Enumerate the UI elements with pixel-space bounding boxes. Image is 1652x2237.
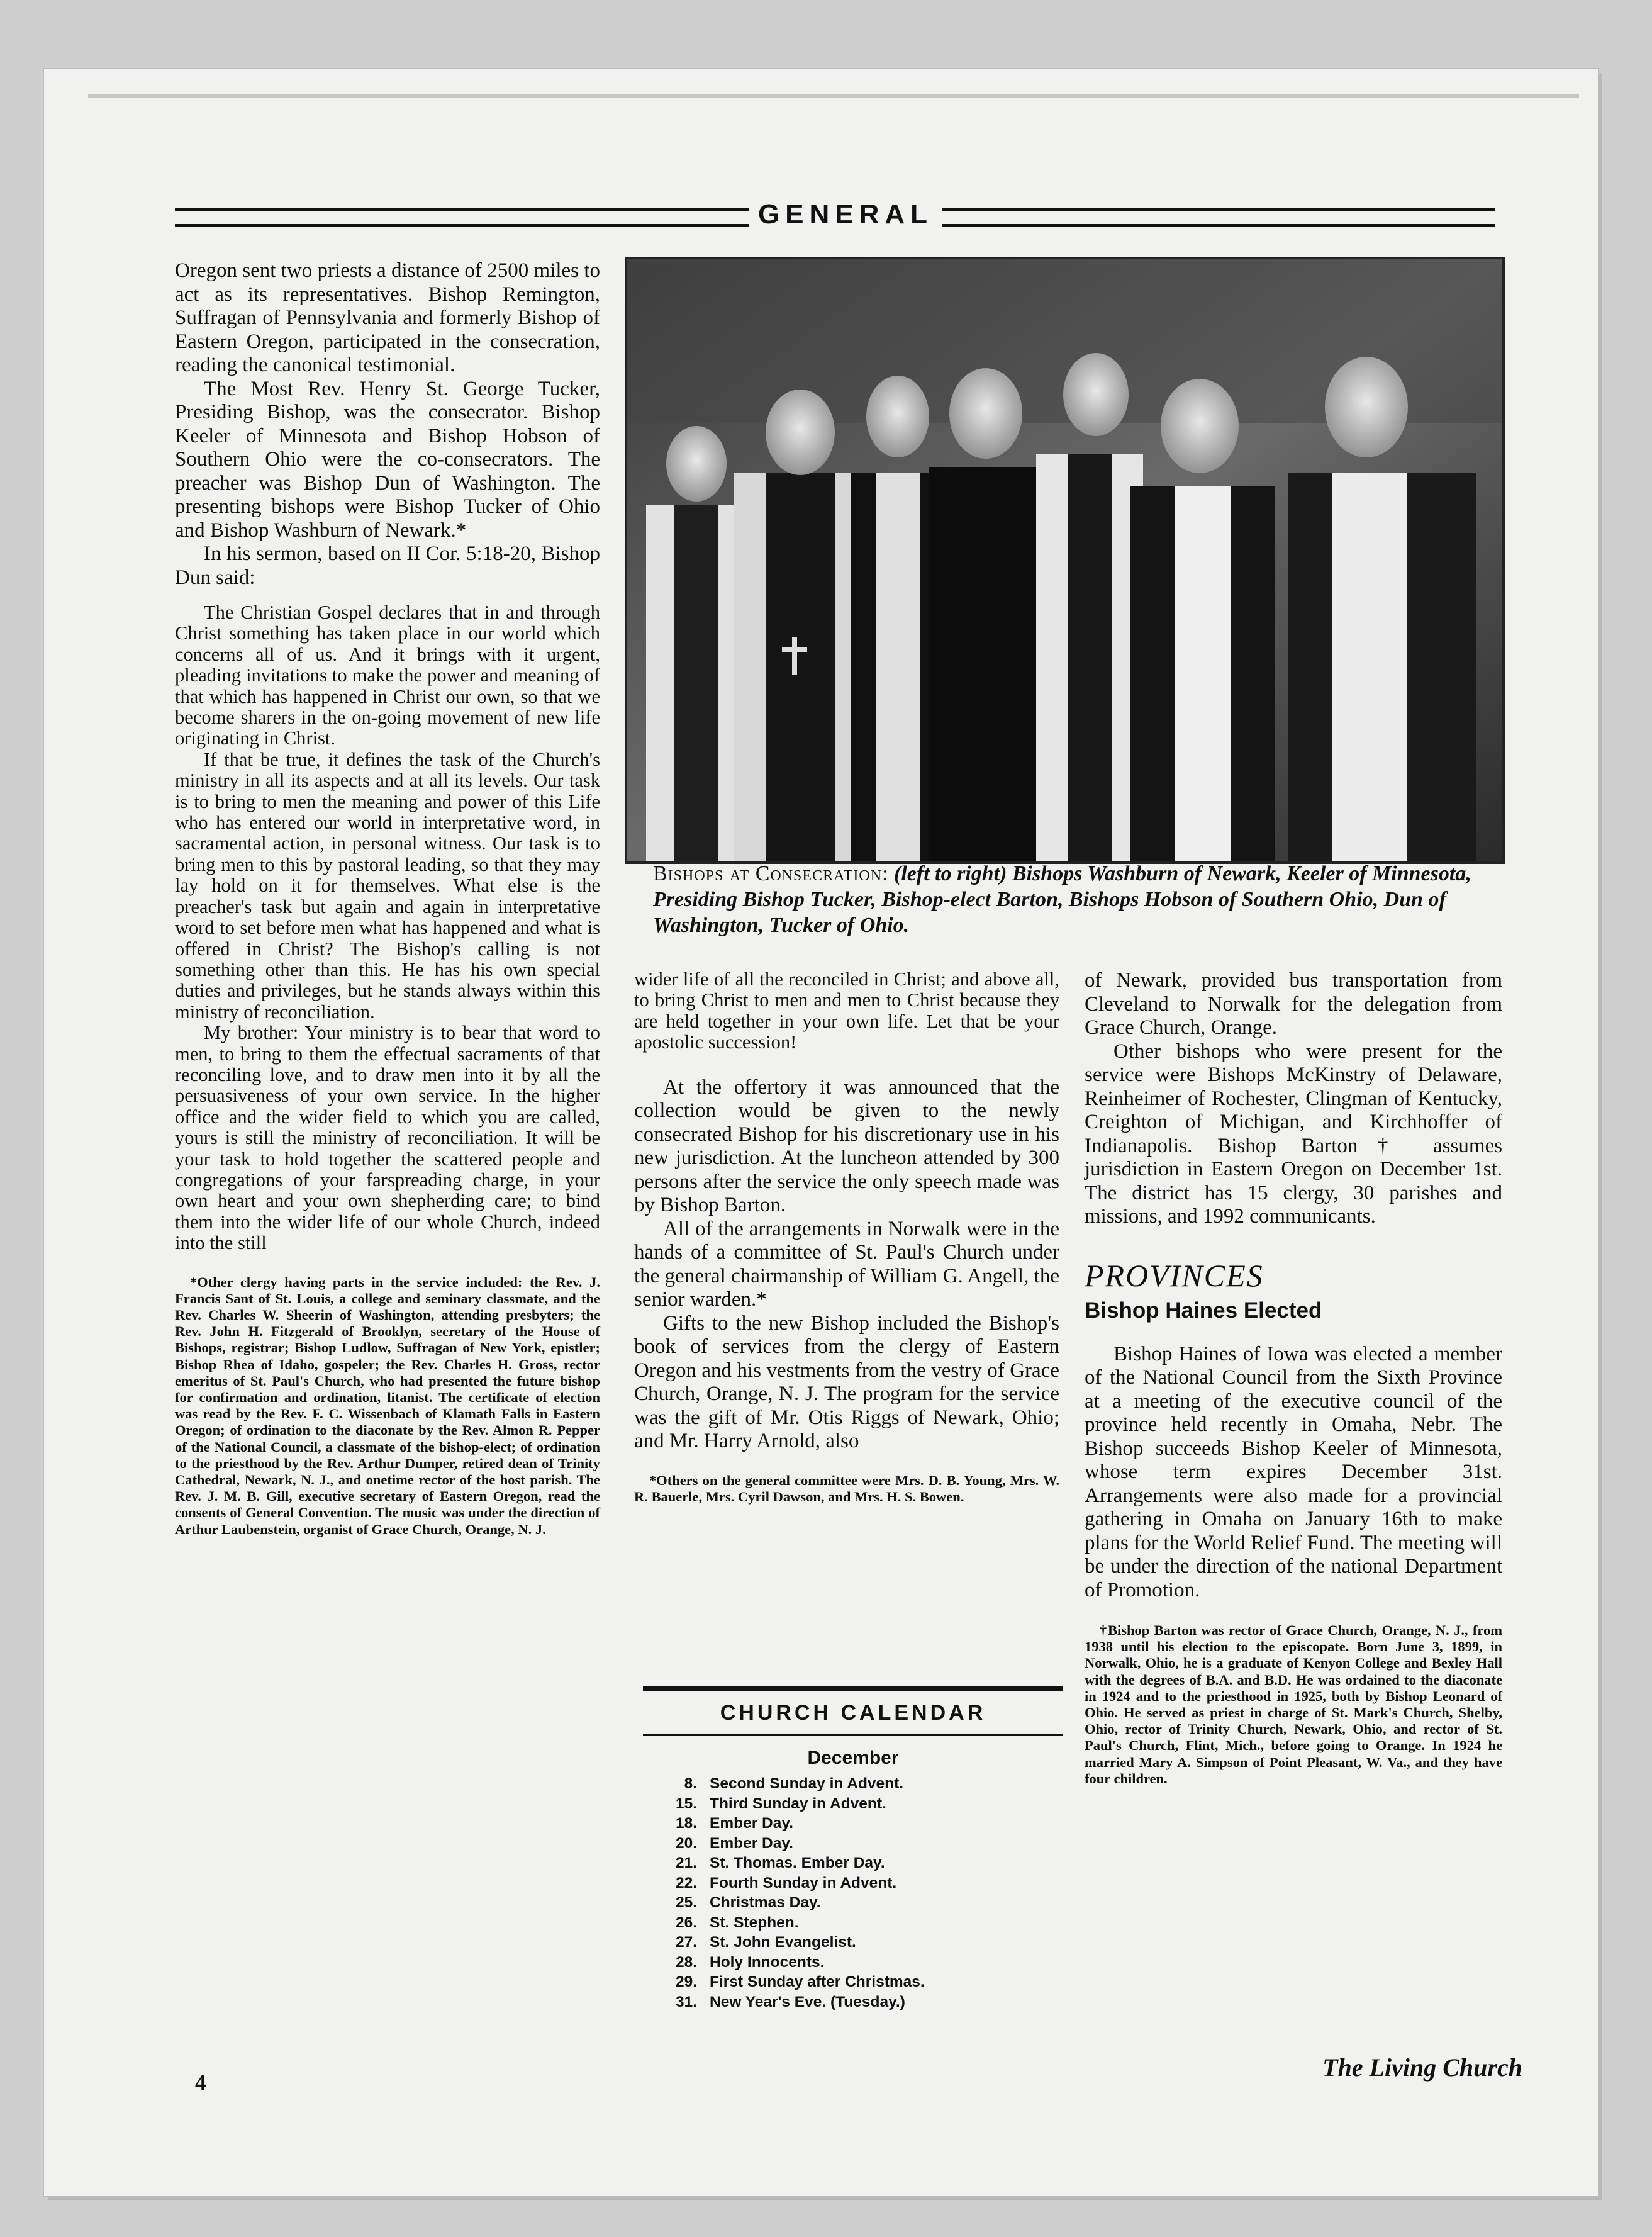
article-paragraph: Other bishops who were present for the service were Bishops McKinstry of Delaware, Reinheimer of Rochester, Clingman of Kentucky, Creighton of Michigan, and Kirchhoffer of Indianapolis. Bishop Barton† assumes jurisdiction in Eastern Oregon on December 1st. The district has 15 clergy, 30 parishes and missions, and 1992 communicants. [1085,1040,1502,1228]
calendar-title: CHURCH CALENDAR [720,1701,986,1725]
photo-caption [653,861,1496,938]
page-edge-shadow [88,94,1579,98]
article-paragraph: The Most Rev. Henry St. George Tucker, Presiding Bishop, was the consecrator. Bishop Keeler of Minnesota and Bishop Hobson of Southern Ohio were the co-consecrators. The preacher was Bishop Dun of Washington. The presenting bishops were Bishop Tucker of Ohio and Bishop Washburn of Newark.* [175,377,600,542]
quote-paragraph: My brother: Your ministry is to bear that word to men, to bring to them the effectual sacraments of that reconciling love, and to draw men into it by all the persuasiveness of your own service. In the higher office and the wider field to which you are called, yours is still the ministry of reconciliation. It will be your task to hold together the scattered people and congregations of your farspreading charge, in your own heart and your own shepherding care; to bind them into the wider life of our whole Church, indeed into the still [175,1022,600,1254]
column-3 [1085,969,1502,1787]
calendar-day: 8. [684,1775,697,1792]
calendar-day: 20. [675,1834,697,1852]
calendar-feast: St. John Evangelist. [710,1934,856,1951]
bishops-photo [625,257,1505,864]
calendar-feast: First Sunday after Christmas. [710,1973,925,1990]
footnote-committee [634,1472,1059,1505]
article-paragraph: In his sermon, based on II Cor. 5:18-20, Bishop Dun said: [175,542,600,589]
footnote-barton [1085,1622,1502,1787]
footnote-text: †Bishop Barton was rector of Grace Church, Orange, N. J., from 1938 until his election to the episcopate. Born June 3, 1899, in Norwalk, Ohio, he is a graduate of Kenyon College and Bexley Hall with the degrees of B.A. and B.D. He was ordained to the diaconate in 1924 and to the priesthood in 1925, both by Bishop Leonard of Ohio. He served as priest in charge of St. Mark's Church, Shelby, Ohio, rector of Trinity Church, Newark, Ohio, and rector of St. Paul's Church, Flint, Mich., before going to Orange. In 1924 he married Mary A. Simpson of Point Pleasant, W. Va., and they have four children. [1085,1622,1502,1786]
column-1 [175,259,600,1538]
header-rule-left [175,208,749,227]
article-paragraph: All of the arrangements in Norwalk were in the hands of a committee of St. Paul's Church under the general chairmanship of William G. Angell, the senior warden.* [634,1217,1059,1311]
caption-description: (left to right) Bishops Washburn of Newark, Keeler of Minnesota, Presiding Bishop Tucker, Bishop-elect Barton, Bishops Hobson of Southern Ohio, Dun of Washington, Tucker of Ohio. [653,862,1471,937]
footnote-text: *Others on the general committee were Mrs. D. B. Young, Mrs. W. R. Bauerle, Mrs. Cyril Dawson, and Mrs. H. S. Bowen. [634,1472,1059,1505]
calendar-list [643,1774,1063,2012]
provinces-subheading: Bishop Haines Elected [1085,1298,1322,1323]
sermon-quote [175,602,600,1254]
calendar-day: 15. [675,1795,697,1812]
calendar-entry [643,1774,1063,1794]
calendar-entry [643,1913,1063,1933]
calendar-rule [643,1734,1063,1736]
sermon-quote-continued [634,969,1059,1053]
header-rule-right [942,208,1495,227]
quote-paragraph: The Christian Gospel declares that in and through Christ something has taken place in our world which concerns all of us. And it brings with it urgent, pleading invitations to make the power and meaning of that which has happened in Christ our own, so that we become sharers in the on-going movement of new life originating in Christ. [175,602,600,749]
section-title: GENERAL [757,199,934,230]
caption-label: Bishops at Consecration: [653,862,889,885]
calendar-day: 31. [675,1993,697,2010]
calendar-entry [643,1834,1063,1854]
calendar-day: 26. [675,1914,697,1931]
calendar-month: December [807,1747,899,1768]
calendar-feast: St. Thomas. Ember Day. [710,1854,885,1871]
article-paragraph: Oregon sent two priests a distance of 2500 miles to act as its representatives. Bishop Remington, Suffragan of Pennsylvania and formerly Bishop of Eastern Oregon, participated in the consecration, reading the canonical testimonial. [175,259,600,376]
calendar-feast: Ember Day. [710,1815,793,1832]
church-calendar [643,1686,1063,2012]
calendar-feast: Christmas Day. [710,1894,821,1911]
calendar-day: 27. [675,1934,697,1951]
article-paragraph: Bishop Haines of Iowa was elected a member of the National Council from the Sixth Province at a meeting of the executive council of the province held recently in Omaha, Nebr. The Bishop succeeds Bishop Keeler of Minnesota, whose term expires December 31st. Arrangements were also made for a provincial gathering in Omaha on January 16th to make plans for the World Relief Fund. The meeting will be under the direction of the national Department of Promotion. [1085,1342,1502,1601]
calendar-entry [643,1873,1063,1893]
calendar-feast: New Year's Eve. (Tuesday.) [710,1993,905,2010]
footnote-text: *Other clergy having parts in the service included: the Rev. J. Francis Sant of St. Louis, a college and seminary classmate, and the Rev. Charles W. Sheerin of Washington, attending presbyters; the Rev. John H. Fitzgerald of Brooklyn, secretary of the House of Bishops, registrar; Bishop Ludlow, Suffragan of New York, epistler; Bishop Rhea of Idaho, gospeler; the Rev. Charles H. Gross, rector emeritus of St. Paul's Church, who had presented the future bishop for confirmation and ordination, litanist. The certificate of election was read by the Rev. F. C. Wissenbach of Klamath Falls in Eastern Oregon; of ordination to the diaconate by the Rev. Almon R. Pepper of the National Council, a classmate of the bishop-elect; of ordination to the priesthood by the Rev. Arthur Dumper, retired dean of Trinity Cathedral, Newark, N. J., and onetime rector of the host parish. The Rev. J. M. B. Gill, executive secretary of Eastern Oregon, read the consents of General Convention. The music was under the direction of Arthur Laubenstein, organist of Grace Church, Orange, N. J. [175,1274,600,1537]
article-body [634,1076,1059,1454]
calendar-entry [643,1953,1063,1973]
article-paragraph: At the offertory it was announced that the collection would be given to the newly consecrated Bishop for his discretionary use in his new jurisdiction. At the luncheon attended by 300 persons after the service the only speech made was by Bishop Barton. [634,1075,1059,1217]
calendar-feast: Ember Day. [710,1834,793,1852]
calendar-day: 25. [675,1894,697,1911]
calendar-entry [643,1893,1063,1913]
calendar-entry [643,1814,1063,1834]
photo-illustration [627,259,1502,861]
column-2 [634,969,1059,1505]
calendar-feast: Fourth Sunday in Advent. [710,1874,897,1892]
page-number: 4 [195,2070,206,2095]
calendar-day: 28. [675,1953,697,1971]
calendar-entry [643,1992,1063,2012]
publication-name: The Living Church [1322,2053,1522,2082]
calendar-day: 21. [675,1854,697,1871]
calendar-feast: Second Sunday in Advent. [710,1775,904,1792]
calendar-feast: Holy Innocents. [710,1953,825,1971]
calendar-day: 29. [675,1973,697,1990]
calendar-entry [643,1794,1063,1814]
quote-paragraph: wider life of all the reconciled in Christ; and above all, to bring Christ to men and men to Christ because they are held together in your own life. Let that be your apostolic succession! [634,968,1059,1053]
calendar-entry [643,1972,1063,1992]
calendar-day: 18. [675,1815,697,1832]
article-paragraph: of Newark, provided bus transportation from Cleveland to Norwalk for the delegation from Grace Church, Orange. [1085,969,1502,1039]
calendar-entry [643,1932,1063,1953]
provinces-heading: PROVINCES [1085,1257,1264,1293]
footnote-clergy [175,1274,600,1538]
calendar-rule [643,1686,1063,1691]
calendar-entry [643,1853,1063,1873]
article-paragraph: Gifts to the new Bishop included the Bishop's book of services from the clergy of Eastern Oregon and his vestments from the vestry of Grace Church, Orange, N. J. The program for the service was the gift of Mr. Otis Riggs of Newark, Ohio; and Mr. Harry Arnold, also [634,1311,1059,1453]
calendar-feast: St. Stephen. [710,1914,799,1931]
quote-paragraph: If that be true, it defines the task of the Church's ministry in all its aspects and at all its levels. Our task is to bring to men the meaning and power of this Life who has entered our world in interpretative word, in sacramental action, in personal witness. Our task is to bring men to this by pastoral leading, so that they may lay hold on it for themselves. What else is the preacher's task but again and again in interpretative word to set before men what has happened and what is offered in Christ? The Bishop's calling is not something other than this. He has his own special duties and privileges, but he stands always within this ministry of reconciliation. [175,748,600,1023]
calendar-feast: Third Sunday in Advent. [710,1795,886,1812]
calendar-day: 22. [675,1874,697,1892]
